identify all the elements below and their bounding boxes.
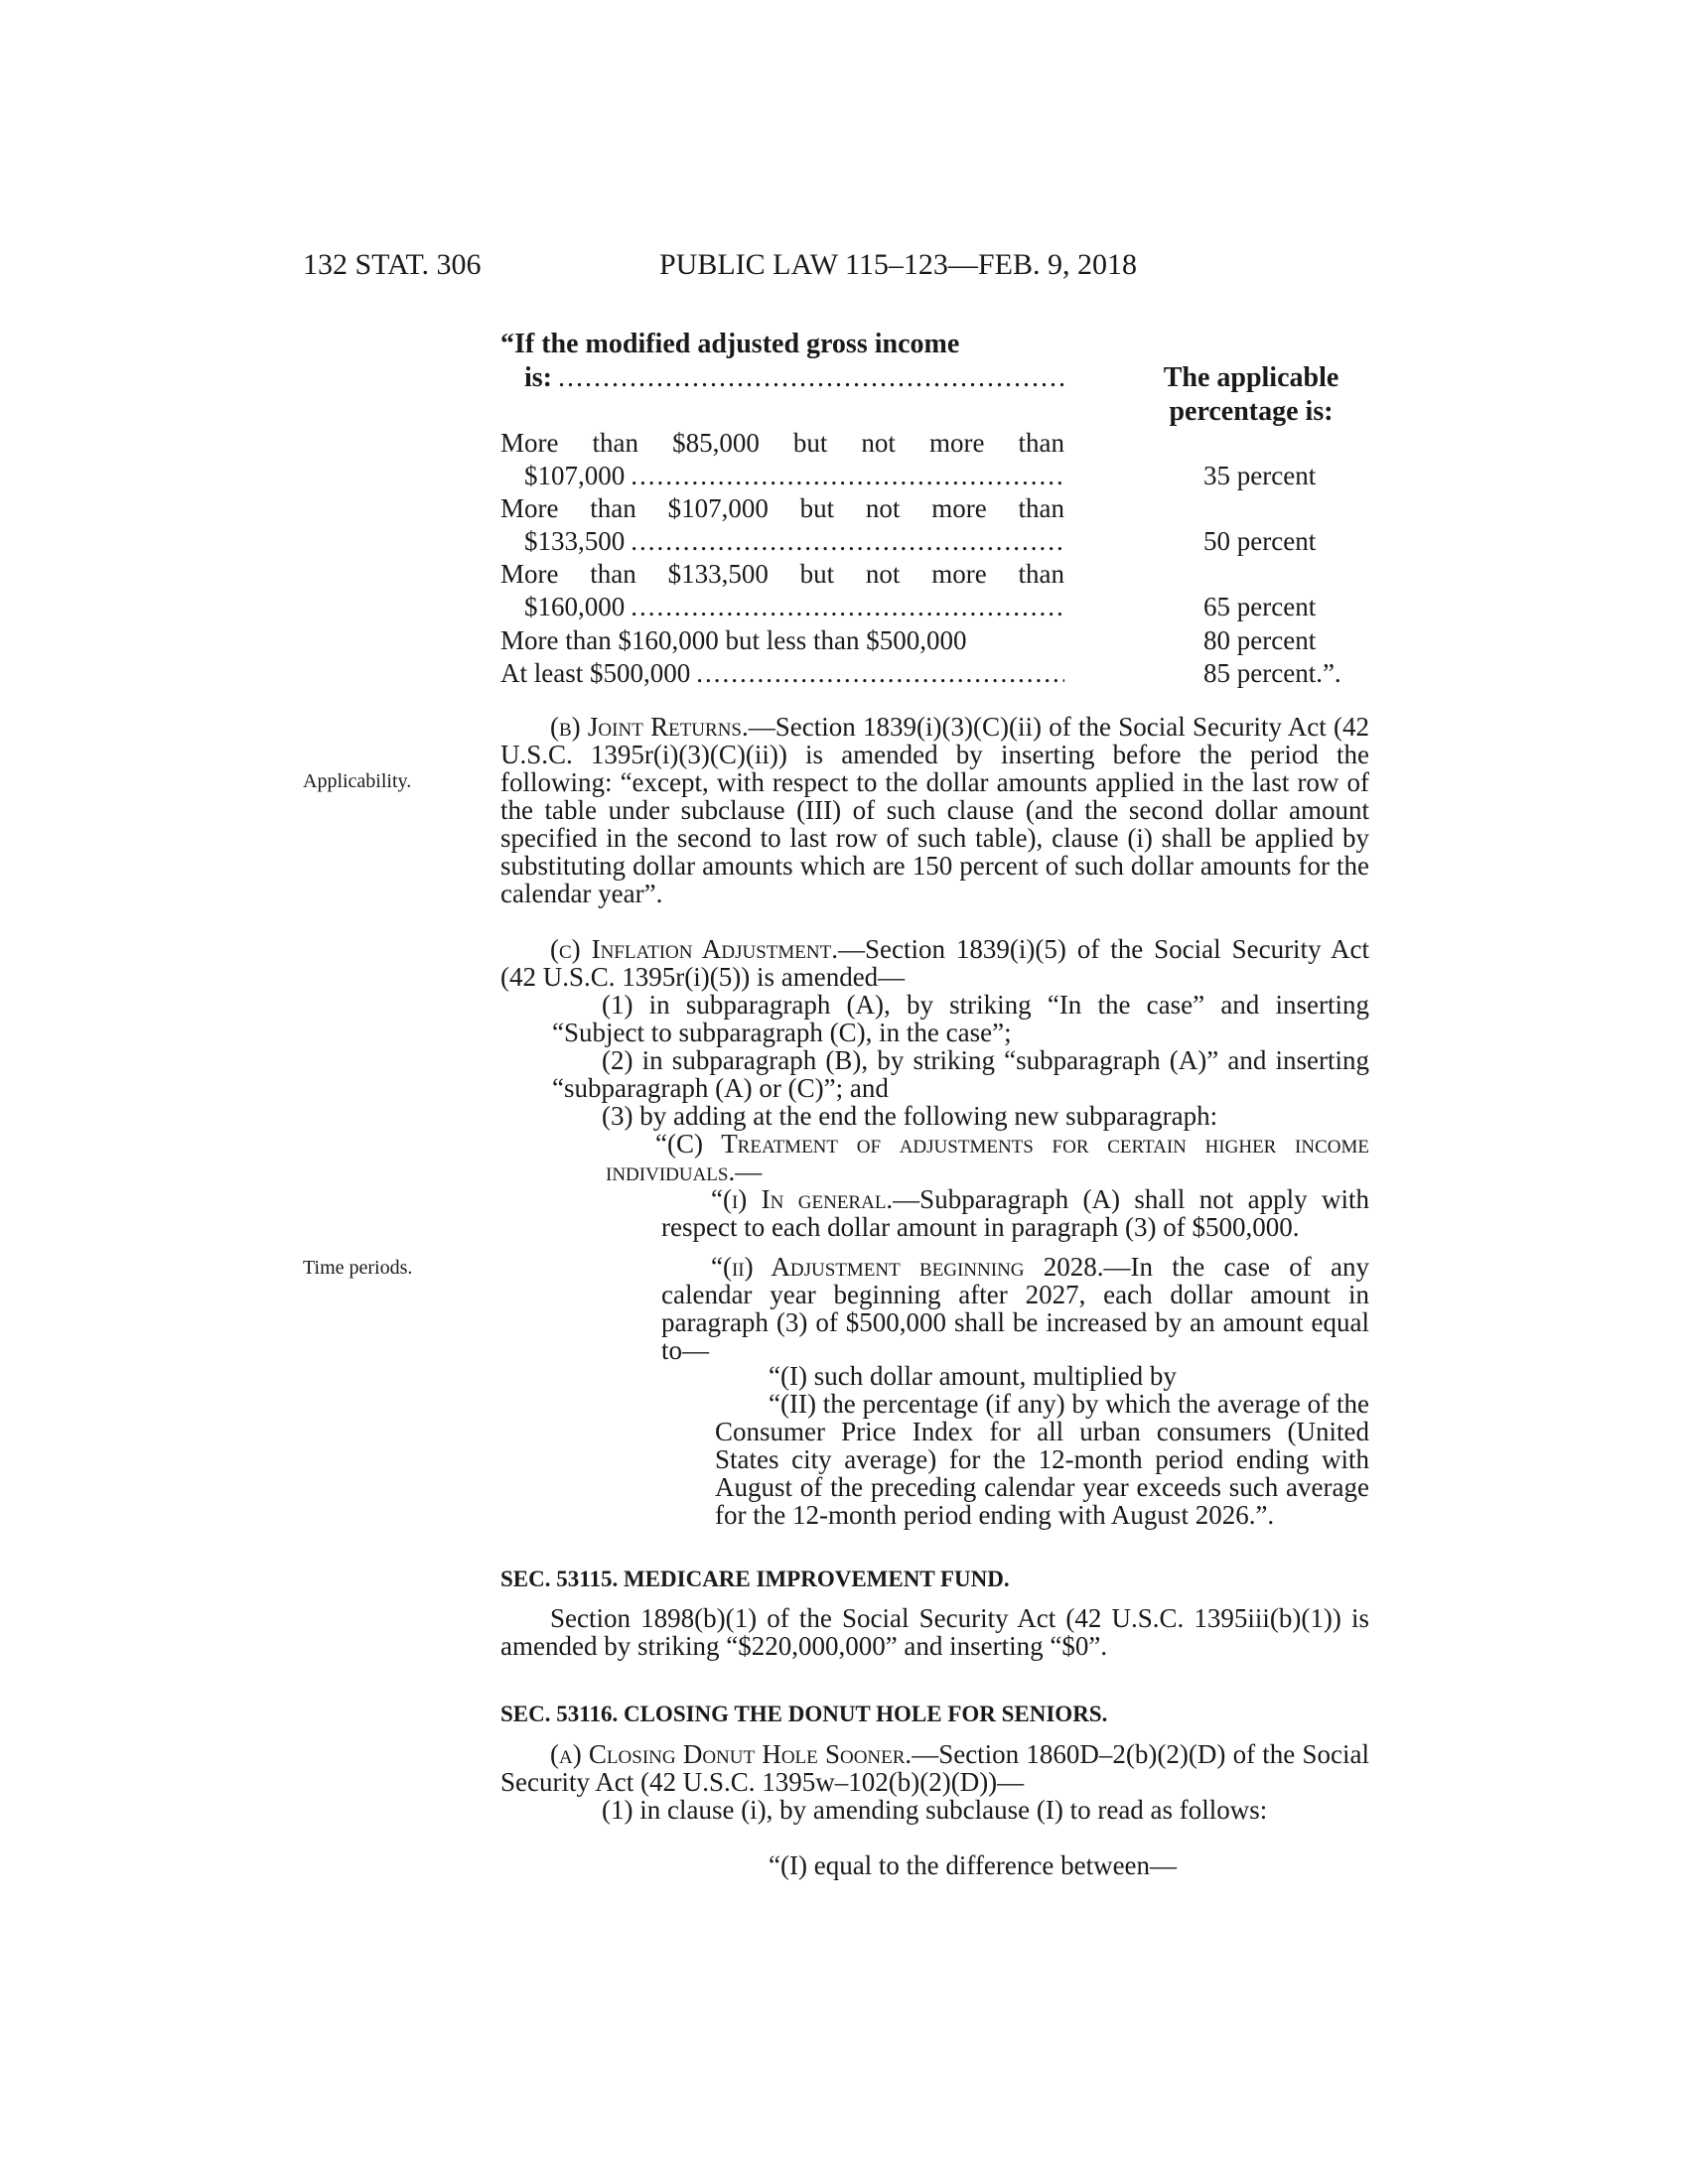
clause-i-text: —Subparagraph (A) shall not apply with respect to each dollar amount in paragraph (3) of $500,000. [661,1184,1369,1242]
table-row-percent: 50 percent [1203,526,1317,556]
subclause-I: “(I) such dollar amount, multiplied by [769,1361,1177,1391]
table-col1-header-line2 [500,361,1064,395]
margin-note-applicability: Applicability. [303,770,412,792]
sec-53116-a-heading: (a) Closing Donut Hole Sooner. [550,1739,913,1769]
table-row-range-line1: More than $133,500 but not more than [500,559,1064,589]
table-row-percent: 85 percent.”. [1203,658,1341,688]
section-b-paragraph [500,713,1369,907]
table-col1-header-line1: “If the modified adjusted gross income [500,329,960,359]
table-row-percent: 35 percent [1203,461,1317,490]
section-c-heading: (c) Inflation Adjustment. [550,934,838,964]
table-row-range-line1: More than $160,000 but less than $500,000 [500,625,967,655]
section-b-heading: (b) Joint Returns. [550,712,749,742]
table-row-range-line2: $107,000 [524,461,626,490]
clause-ii-heading: “(ii) Adjustment beginning 2028. [711,1252,1104,1282]
table-row-range-line1: More than $85,000 but not more than [500,428,1064,458]
subparagraph-c-dash: — [735,1157,763,1186]
table-row [500,657,1064,690]
table-row-percent: 80 percent [1203,625,1317,655]
table-col2-header-line1: The applicable [1163,362,1339,393]
section-c-item-3: (3) by adding at the end the following new subparagraph: [602,1101,1218,1131]
table-row [500,427,1064,492]
clause-ii [661,1253,1369,1364]
table-row [500,492,1064,558]
section-c-item-1: (1) in subparagraph (A), by striking “In the case” and inserting “Subject to subparagraph (C), in the case”; [552,990,1369,1047]
table-col1-header-is: is: [524,362,552,393]
section-b-text: —Section 1839(i)(3)(C)(ii) of the Social Security Act (42 U.S.C. 1395r(i)(3)(C)(ii)) is amended by inserting before the period the following: “except, with respect to the dollar amounts applied in the last row of the table under subclause (III) of such clause (and the second dollar amount specified in the second to last row of such table), clause (i) shall be applied by substituting dollar amounts which are 150 percent of such dollar amounts for the calendar year”. [500,712,1369,908]
table-col2-header-line2: percentage is: [1169,396,1334,427]
table-row-range-line1: At least $500,000 [500,658,691,688]
clause-i [661,1185,1369,1241]
table-row-range-line2: $133,500 [524,526,626,556]
law-title: PUBLIC LAW 115–123—FEB. 9, 2018 [659,248,1137,281]
subparagraph-c [606,1130,1369,1185]
section-c-text: —Section 1839(i)(5) of the Social Security Act (42 U.S.C. 1395r(i)(5)) is amended— [500,934,1369,992]
table-row [500,558,1064,623]
page-reference: 132 STAT. 306 [303,248,482,281]
clause-i-heading: “(i) In general. [711,1184,894,1214]
table-col1-header [500,328,1064,395]
clause-ii-text: —In the case of any calendar year beginning after 2027, each dollar amount in paragraph (3) of $500,000 shall be increased by an amount equal to— [661,1252,1369,1365]
subparagraph-c-heading: “(C) Treatment of adjustments for certain higher income individuals. [606,1129,1369,1186]
table-row-range-line1: More than $107,000 but not more than [500,493,1064,523]
sec-53116-heading: SEC. 53116. CLOSING THE DONUT HOLE FOR SENIORS. [500,1702,1108,1726]
section-c-item-2: (2) in subparagraph (B), by striking “subparagraph (A)” and inserting “subparagraph (A) or (C)”; and [552,1045,1369,1103]
table-row [500,624,1064,657]
section-c-paragraph [500,935,1369,991]
table-col2-header [1132,361,1370,429]
sec-53115-heading: SEC. 53115. MEDICARE IMPROVEMENT FUND. [500,1567,1010,1591]
sec-53116-item-1: (1) in clause (i), by amending subclause (I) to read as follows: [602,1795,1268,1825]
subclause-II: “(II) the percentage (if any) by which the average of the Consumer Price Index for all urban consumers (United States city average) for the 12-month period ending with August of the preceding calendar year exceeds such average for the 12-month period ending with August 2026.”. [715,1389,1369,1530]
table-row-range-line2: $160,000 [524,592,626,621]
sec-53116-a [500,1740,1369,1796]
sec-53116-quote: “(I) equal to the difference between— [769,1850,1178,1880]
margin-note-time-periods: Time periods. [303,1257,413,1279]
table-row-percent: 65 percent [1203,592,1317,621]
sec-53115-text: Section 1898(b)(1) of the Social Security Act (42 U.S.C. 1395iii(b)(1)) is amended by striking “$220,000,000” and inserting “$0”. [500,1603,1369,1661]
sec-53116-a-text: —Section 1860D–2(b)(2)(D) of the Social Security Act (42 U.S.C. 1395w–102(b)(2)(D))— [500,1739,1369,1797]
